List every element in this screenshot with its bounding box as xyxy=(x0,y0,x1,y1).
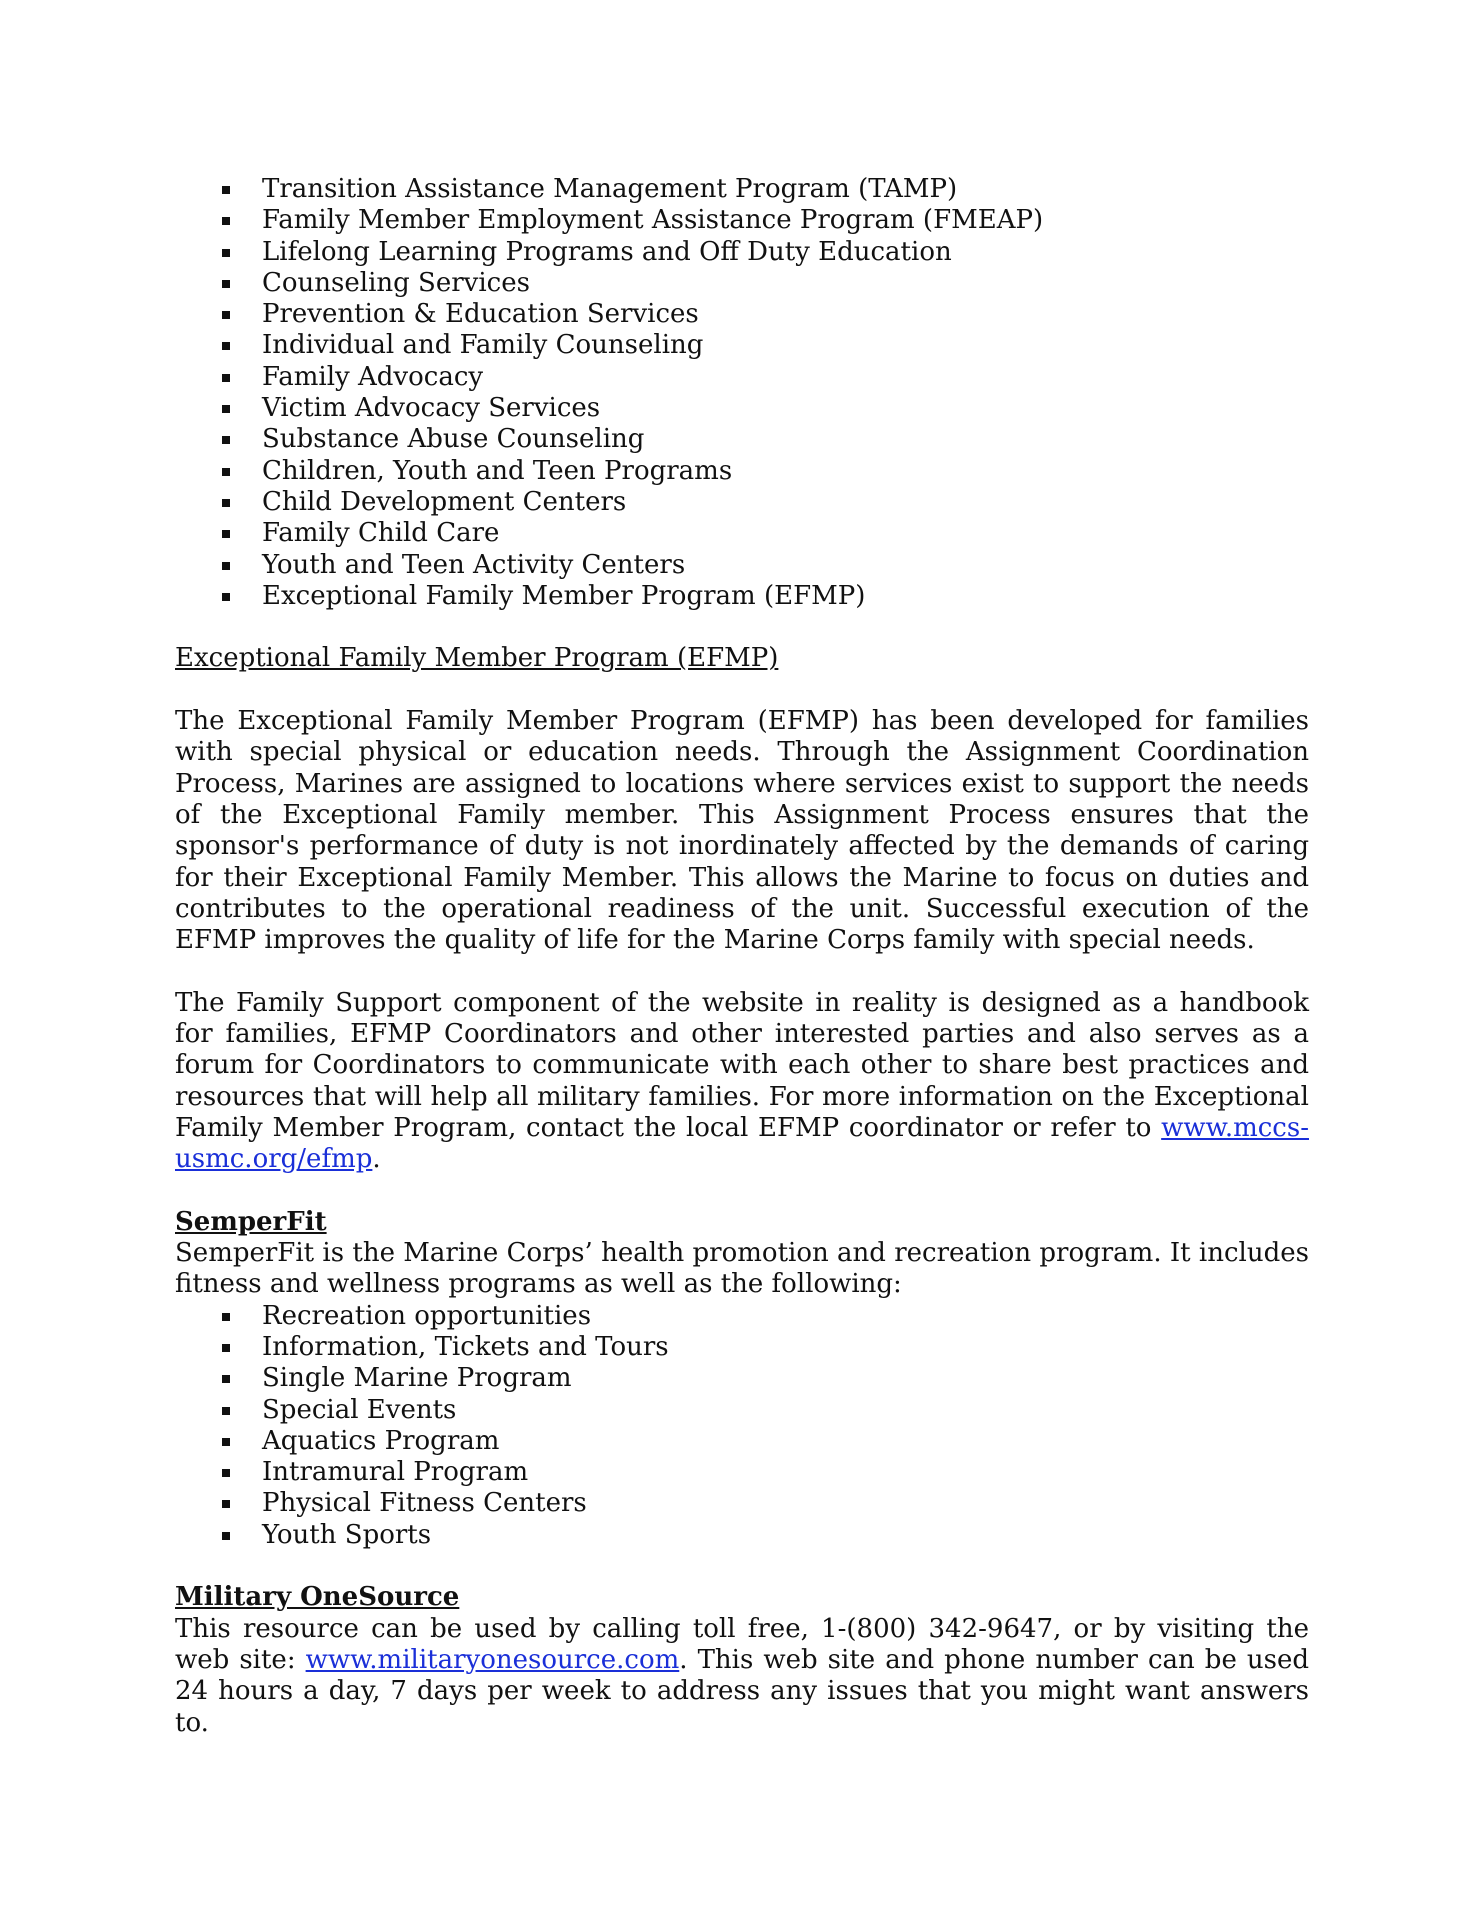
bullet-square-icon xyxy=(222,374,230,382)
bullet-square-icon xyxy=(222,405,230,413)
bullet-square-icon xyxy=(222,499,230,507)
bullet-square-icon xyxy=(222,530,230,538)
list-item: Recreation opportunities xyxy=(175,1301,1309,1332)
semperfit-heading: SemperFit xyxy=(175,1206,327,1237)
bullet-square-icon xyxy=(222,342,230,350)
onesource-website-link[interactable]: www.militaryonesource.com xyxy=(305,1644,680,1675)
bullet-square-icon xyxy=(222,468,230,476)
list-item: Transition Assistance Management Program (TAMP) xyxy=(175,174,1309,205)
list-item: Physical Fitness Centers xyxy=(175,1488,1309,1519)
list-item: Aquatics Program xyxy=(175,1426,1309,1457)
semperfit-intro: SemperFit is the Marine Corps’ health promotion and recreation program. It includes fitness and wellness programs as well as the following: xyxy=(175,1238,1309,1300)
bullet-square-icon xyxy=(222,593,230,601)
bullet-square-icon xyxy=(222,217,230,225)
list-item: Substance Abuse Counseling xyxy=(175,424,1309,455)
list-item: Intramural Program xyxy=(175,1457,1309,1488)
list-item: Victim Advocacy Services xyxy=(175,393,1309,424)
onesource-paragraph: This resource can be used by calling toll free, 1-(800) 342-9647, or by visiting the web site: www.militaryonesource.com. This web site and phone number can be used 24 hours a day, 7 days per week to address any issues that you might want answers to. xyxy=(175,1613,1309,1738)
list-item: Children, Youth and Teen Programs xyxy=(175,456,1309,487)
list-item: Child Development Centers xyxy=(175,487,1309,518)
bullet-square-icon xyxy=(222,280,230,288)
list-item: Youth Sports xyxy=(175,1520,1309,1551)
list-item: Single Marine Program xyxy=(175,1363,1309,1394)
list-item: Youth and Teen Activity Centers xyxy=(175,550,1309,581)
bullet-square-icon xyxy=(222,1438,230,1446)
services-list xyxy=(175,174,1309,612)
list-item: Family Child Care xyxy=(175,518,1309,549)
bullet-square-icon xyxy=(222,562,230,570)
list-item: Family Member Employment Assistance Program (FMEAP) xyxy=(175,205,1309,236)
list-item: Individual and Family Counseling xyxy=(175,330,1309,361)
bullet-square-icon xyxy=(222,1407,230,1415)
semperfit-list xyxy=(175,1301,1309,1551)
efmp-heading: Exceptional Family Member Program (EFMP) xyxy=(175,643,779,674)
bullet-square-icon xyxy=(222,311,230,319)
list-item: Prevention & Education Services xyxy=(175,299,1309,330)
bullet-square-icon xyxy=(222,249,230,257)
bullet-square-icon xyxy=(222,1344,230,1352)
list-item: Lifelong Learning Programs and Off Duty Education xyxy=(175,237,1309,268)
onesource-heading: Military OneSource xyxy=(175,1582,460,1613)
list-item: Family Advocacy xyxy=(175,362,1309,393)
bullet-square-icon xyxy=(222,186,230,194)
bullet-square-icon xyxy=(222,1500,230,1508)
efmp-website-link[interactable]: www.mccs-usmc.org/efmp xyxy=(175,1112,1309,1175)
bullet-square-icon xyxy=(222,436,230,444)
document-page xyxy=(175,174,1309,1739)
list-item: Information, Tickets and Tours xyxy=(175,1332,1309,1363)
efmp-paragraph-1: The Exceptional Family Member Program (EFMP) has been developed for families with special physical or education needs. Through the Assignment Coordination Process, Marines are assigned to locations where services exist to support the needs of the Exceptional Family member. This Assignment Process ensures that the sponsor's performance of duty is not inordinately affected by the demands of caring for their Exceptional Family Member. This allows the Marine to focus on duties and contributes to the operational readiness of the unit. Successful execution of the EFMP improves the quality of life for the Marine Corps family with special needs. xyxy=(175,706,1309,956)
list-item: Exceptional Family Member Program (EFMP) xyxy=(175,581,1309,612)
bullet-square-icon xyxy=(222,1313,230,1321)
efmp-paragraph-2: The Family Support component of the website in reality is designed as a handbook for families, EFMP Coordinators and other interested parties and also serves as a forum for Coordinators to communicate with each other to share best practices and resources that will help all military families. For more information on the Exceptional Family Member Program, contact the local EFMP coordinator or refer to www.mccs-usmc.org/efmp. xyxy=(175,987,1309,1175)
list-item: Special Events xyxy=(175,1395,1309,1426)
list-item: Counseling Services xyxy=(175,268,1309,299)
bullet-square-icon xyxy=(222,1532,230,1540)
bullet-square-icon xyxy=(222,1469,230,1477)
bullet-square-icon xyxy=(222,1375,230,1383)
